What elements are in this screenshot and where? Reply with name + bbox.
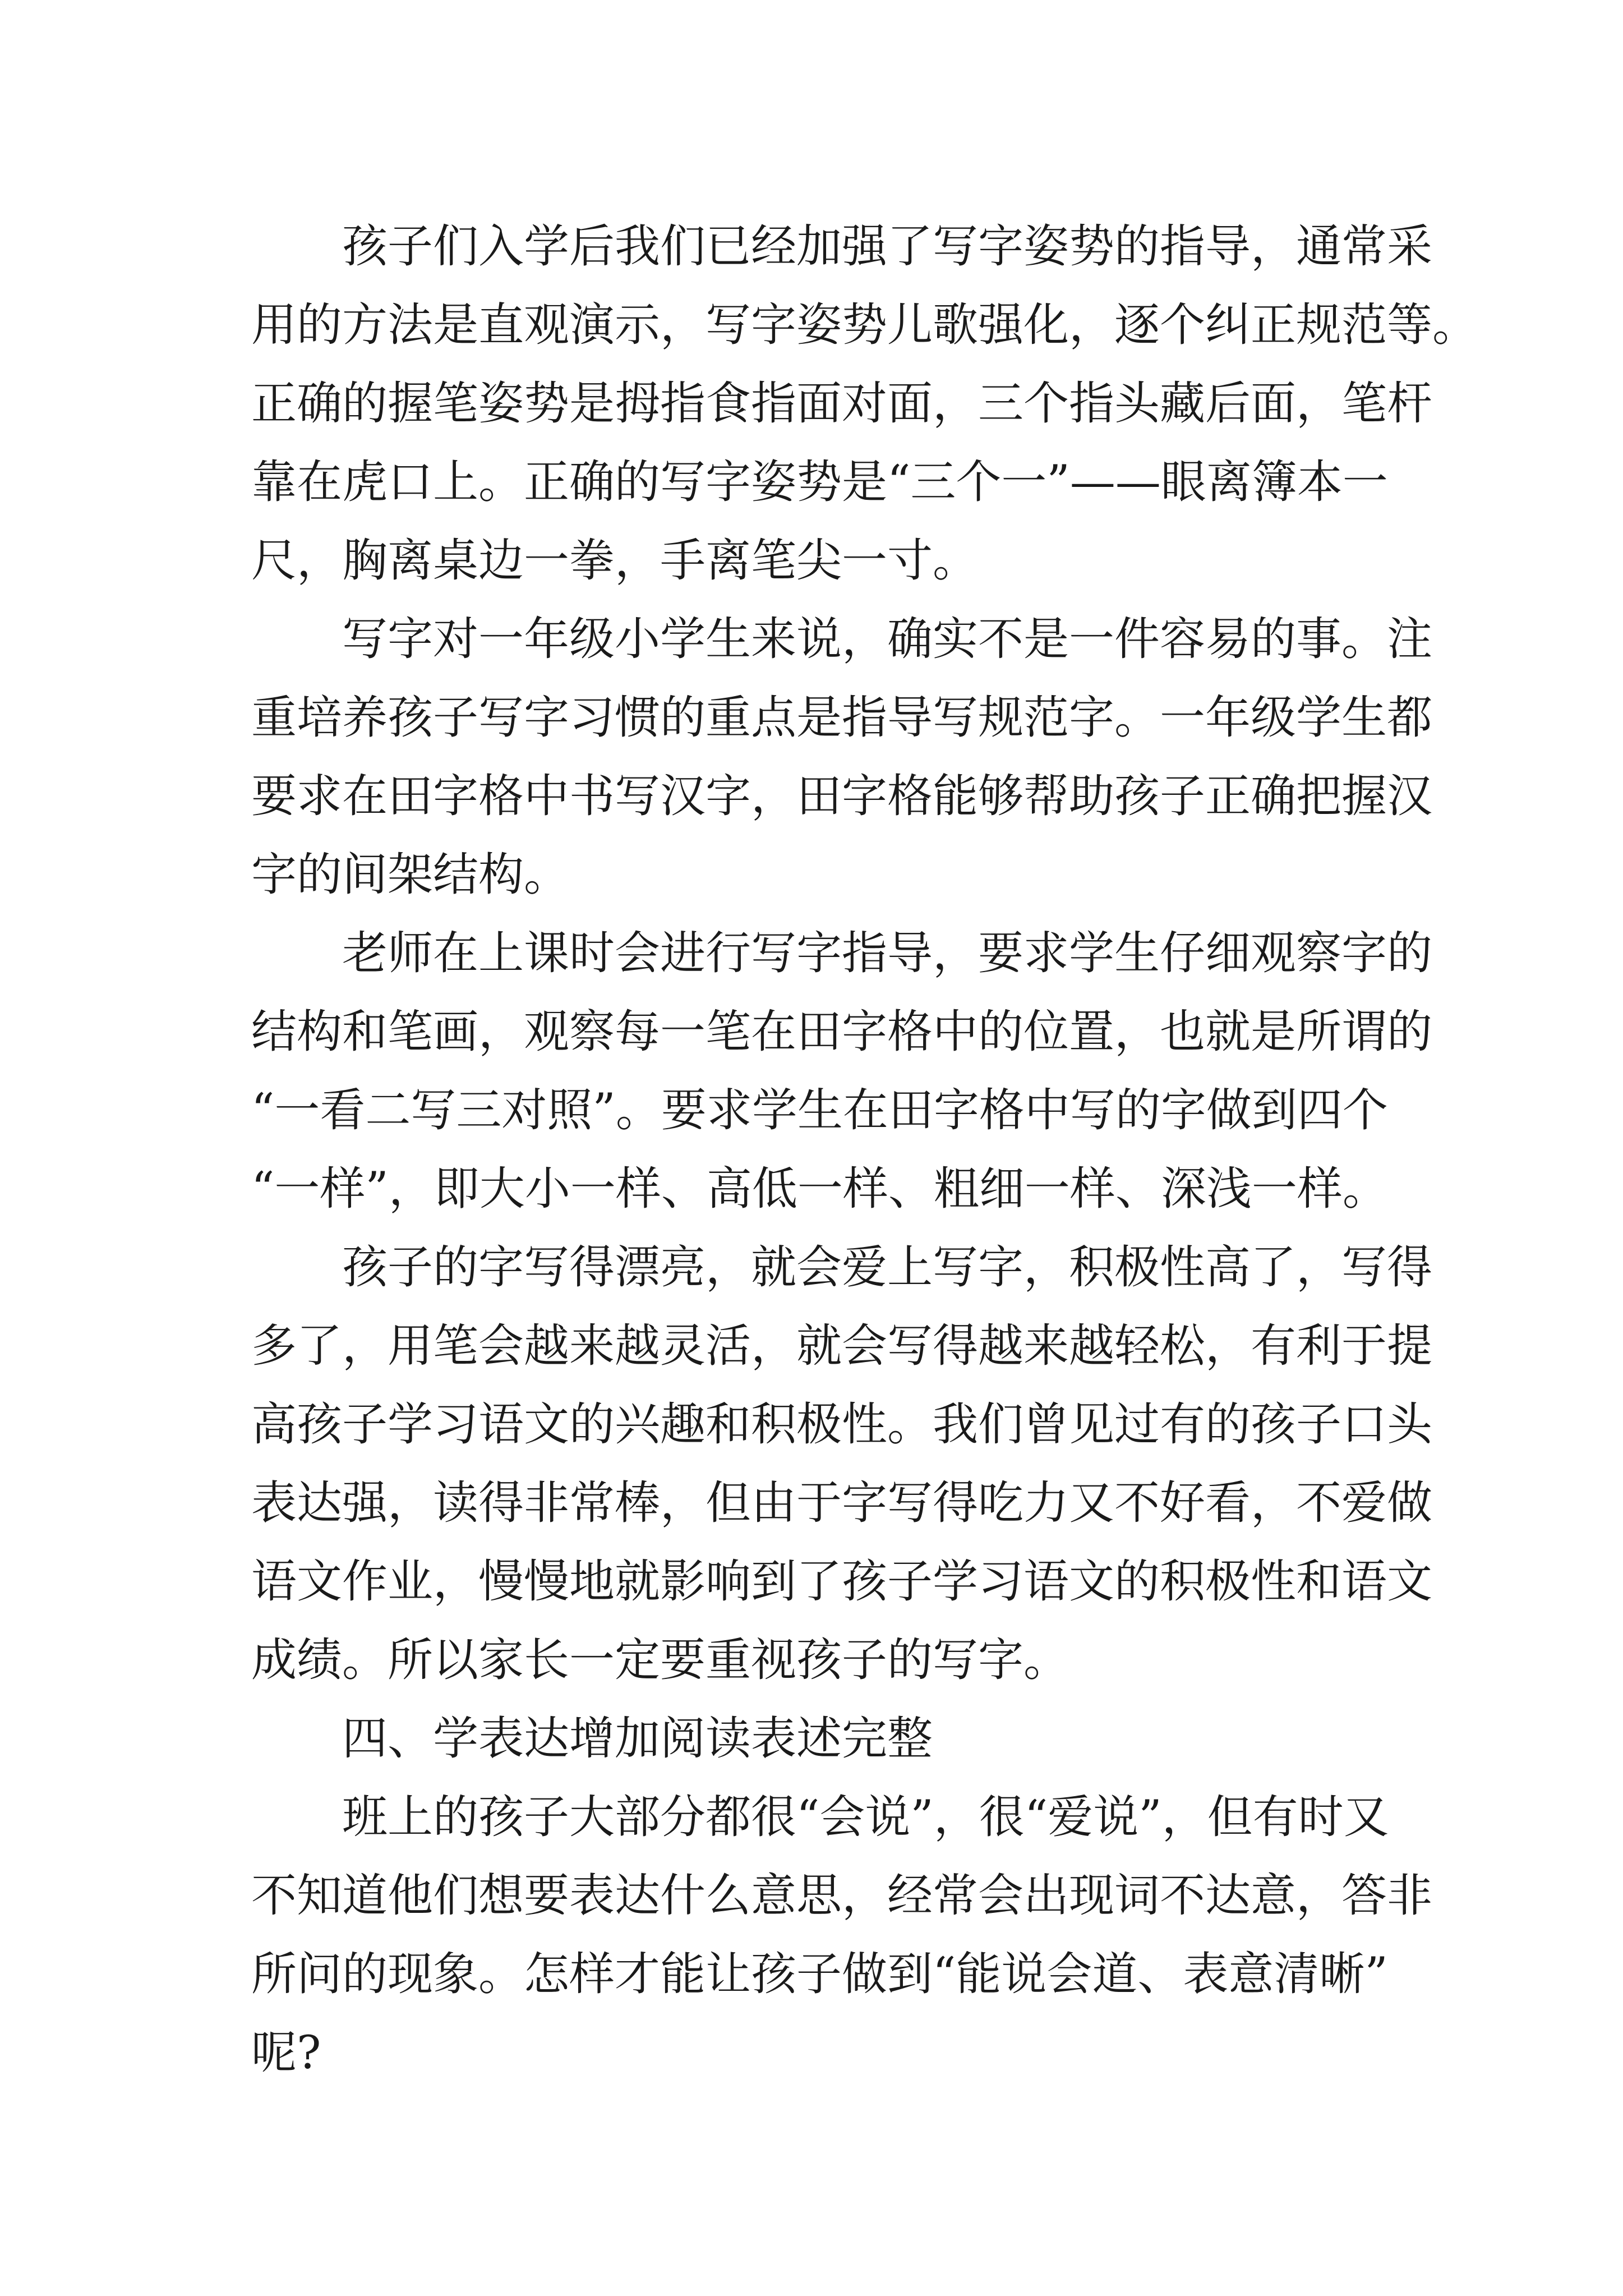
text-line: 孩子的字写得漂亮，就会爱上写字，积极性高了，写得 [342,1241,1433,1294]
text-line: 成绩。所以家长一定要重视孩子的写字。 [251,1634,1069,1687]
text-line: 字的间架结构。 [251,849,570,901]
text-line: “一看二写三对照”。要求学生在田字格中写的字做到四个 [251,1084,1388,1137]
text-line: 正确的握笔姿势是拇指食指面对面，三个指头藏后面，笔杆 [251,378,1433,430]
text-line: 表达强，读得非常棒，但由于字写得吃力又不好看，不爱做 [251,1477,1433,1530]
text-line: 所问的现象。怎样才能让孩子做到“能说会道、表意清晰” [251,1948,1388,2001]
text-line: 呢? [251,2027,321,2079]
text-line: 尺，胸离桌边一拳，手离笔尖一寸。 [251,535,979,587]
text-line: 语文作业，慢慢地就影响到了孩子学习语文的积极性和语文 [251,1556,1433,1608]
text-line: 靠在虎口上。正确的写字姿势是“三个一”——眼离簿本一 [251,456,1388,509]
section-heading: 四、学表达增加阅读表述完整 [342,1713,933,1765]
text-line: 老师在上课时会进行写字指导，要求学生仔细观察字的 [342,927,1433,980]
text-line: 孩子们入学后我们已经加强了写字姿势的指导，通常采 [342,220,1433,273]
text-line: 高孩子学习语文的兴趣和积极性。我们曾见过有的孩子口头 [251,1398,1433,1451]
text-line: 班上的孩子大部分都很“会说”，很“爱说”，但有时又 [342,1791,1389,1844]
text-line: 写字对一年级小学生来说，确实不是一件容易的事。注 [342,613,1433,666]
text-line: 结构和笔画，观察每一笔在田字格中的位置，也就是所谓的 [251,1006,1433,1059]
text-line: 多了，用笔会越来越灵活，就会写得越来越轻松，有利于提 [251,1320,1433,1373]
text-line: 重培养孩子写字习惯的重点是指导写规范字。一年级学生都 [251,692,1433,744]
text-line: 要求在田字格中书写汉字，田字格能够帮助孩子正确把握汉 [251,770,1433,823]
text-line: “一样”，即大小一样、高低一样、粗细一样、深浅一样。 [251,1163,1388,1216]
text-line: 不知道他们想要表达什么意思，经常会出现词不达意，答非 [251,1870,1433,1922]
document-body [251,208,1478,2092]
text-line: 用的方法是直观演示，写字姿势儿歌强化，逐个纠正规范等。 [251,299,1478,352]
